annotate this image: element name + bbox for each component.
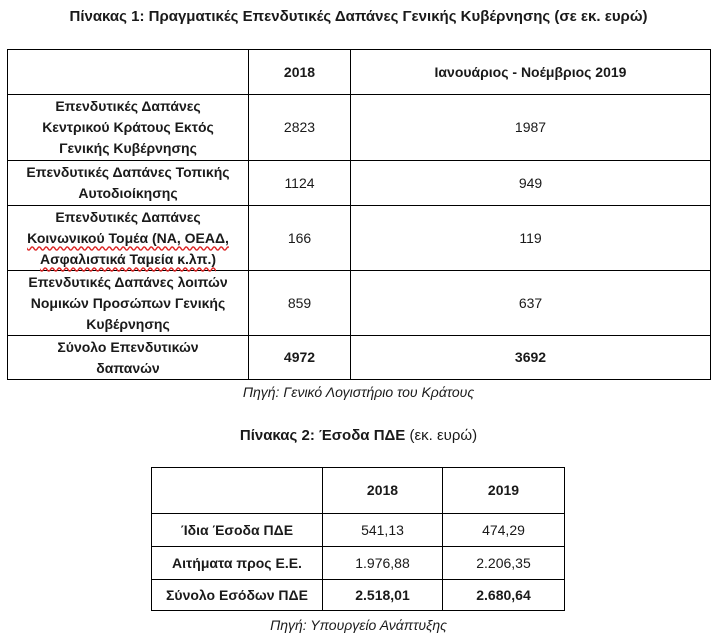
row-label [8, 95, 249, 161]
label-line: Επενδυτικές Δαπάνες λοιπών [28, 273, 228, 290]
total-2018: 2.518,01 [323, 580, 443, 611]
table1-total-row [8, 336, 711, 380]
table2-title [0, 427, 717, 444]
row-label: Σύνολο Εσόδων ΠΔΕ [152, 580, 323, 611]
label-line: Κεντρικού Κράτους Εκτός [42, 119, 214, 135]
total-2019: 2.680,64 [443, 580, 565, 611]
table2-total-row [152, 580, 565, 611]
table2-header-2018: 2018 [323, 468, 443, 514]
label-line: Νομικών Προσώπων Γενικής [30, 294, 226, 311]
label-line: Επενδυτικές Δαπάνες [55, 208, 201, 225]
table-row [152, 547, 565, 580]
table2-source: Πηγή: Υπουργείο Ανάπτυξης [270, 617, 447, 633]
row-label [8, 206, 249, 271]
value-2018: 2823 [249, 95, 351, 161]
value-2018: 1.976,88 [323, 547, 443, 580]
total-2018: 4972 [249, 336, 351, 380]
table-row [152, 514, 565, 547]
value-2018: 859 [249, 271, 351, 336]
table2-header-row [152, 468, 565, 514]
table2-title-bold: Πίνακας 2: Έσοδα ΠΔΕ [239, 427, 406, 444]
label-line: Επενδυτικές Δαπάνες Τοπικής [26, 164, 230, 180]
table-row [8, 95, 711, 161]
value-2018: 541,13 [323, 514, 443, 547]
value-2019: 637 [351, 271, 711, 336]
table1-header-row [8, 50, 711, 95]
table2-header-2019: 2019 [443, 468, 565, 514]
value-2019: 2.206,35 [443, 547, 565, 580]
spellcheck-text: Ασφαλιστικά Ταμεία κ.λπ.) [39, 250, 216, 267]
label-line: Γενικής Κυβέρνησης [59, 140, 197, 156]
table-row [8, 206, 711, 271]
label-line: Σύνολο Επενδυτικών [57, 338, 199, 355]
value-2019: 474,29 [443, 514, 565, 547]
pde-revenue-table [151, 467, 565, 611]
table-row [8, 271, 711, 336]
row-label: Ίδια Έσοδα ΠΔΕ [152, 514, 323, 547]
total-2019: 3692 [351, 336, 711, 380]
label-line [12, 249, 244, 270]
row-label [8, 271, 249, 336]
table1-source: Πηγή: Γενικό Λογιστήριο του Κράτους [242, 384, 475, 400]
row-label [8, 161, 249, 206]
row-label: Αιτήματα προς Ε.Ε. [152, 547, 323, 580]
table2-header-blank [152, 468, 323, 514]
table1-title: Πίνακας 1: Πραγματικές Επενδυτικές Δαπάνες Γενικής Κυβέρνησης (σε εκ. ευρώ) [69, 8, 648, 25]
table1-header-blank [8, 50, 249, 95]
value-2019: 949 [351, 161, 711, 206]
row-label [8, 336, 249, 380]
value-2018: 1124 [249, 161, 351, 206]
label-line: δαπανών [96, 359, 160, 376]
table-row [8, 161, 711, 206]
label-line: Επενδυτικές Δαπάνες [55, 98, 201, 114]
spellcheck-text: Κοινωνικού Τομέα (ΝΑ, ΟΕΑΔ, [27, 229, 229, 246]
investment-expenditure-table [7, 49, 711, 380]
table2-title-rest: (εκ. ευρώ) [405, 427, 478, 444]
label-line [12, 228, 244, 249]
table1-header-2018: 2018 [249, 50, 351, 95]
value-2018: 166 [249, 206, 351, 271]
value-2019: 119 [351, 206, 711, 271]
label-line: Κυβέρνησης [86, 315, 170, 332]
value-2019: 1987 [351, 95, 711, 161]
table1-header-2019: Ιανουάριος - Νοέμβριος 2019 [351, 50, 711, 95]
label-line: Αυτοδιοίκησης [78, 185, 178, 201]
